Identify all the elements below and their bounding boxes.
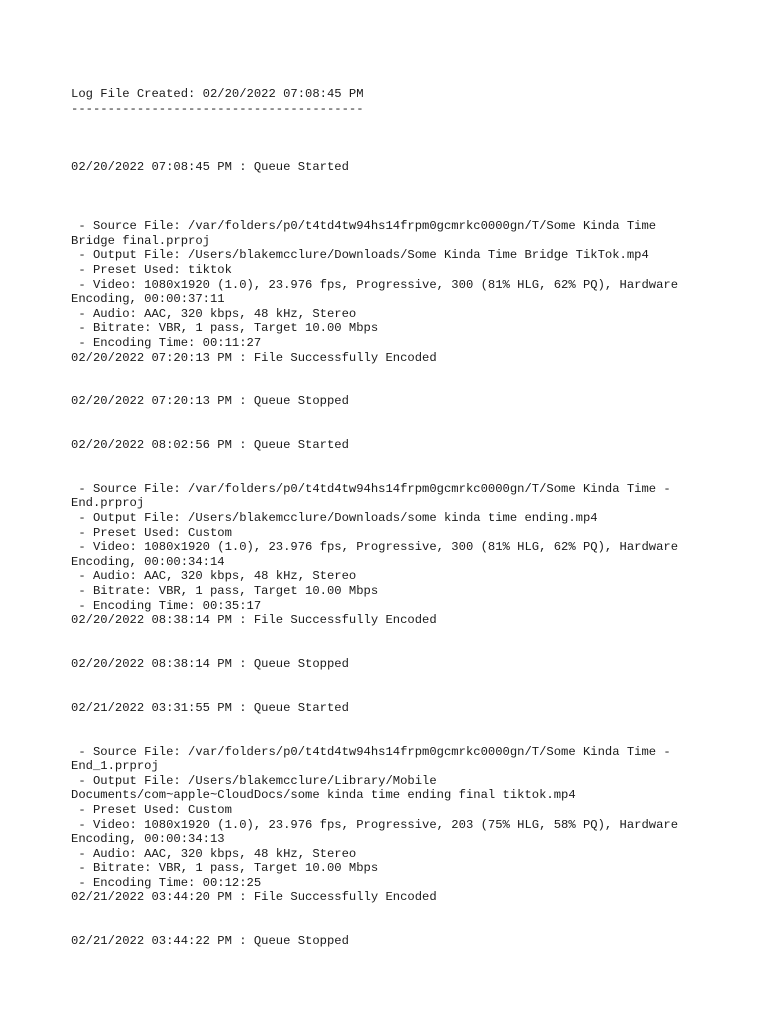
queue-started-line: 02/21/2022 03:31:55 PM : Queue Started (71, 700, 349, 715)
video-line: - Video: 1080x1920 (1.0), 23.976 fps, Progressive, 203 (75% HLG, 58% PQ), Hardware (71, 817, 679, 832)
separator-line: ---------------------------------------- (71, 101, 364, 116)
source-file-line-cont: End.prproj (71, 496, 145, 511)
bitrate-line: - Bitrate: VBR, 1 pass, Target 10.00 Mbps (71, 321, 379, 336)
preset-line: - Preset Used: Custom (71, 525, 232, 540)
source-file-line: - Source File: /var/folders/p0/t4td4tw94hs14frpm0gcmrkc0000gn/T/Some Kinda Time (71, 219, 657, 234)
file-encoded-line: 02/21/2022 03:44:20 PM : File Successfully Encoded (71, 890, 437, 905)
preset-line: - Preset Used: Custom (71, 802, 232, 817)
queue-started-line: 02/20/2022 07:08:45 PM : Queue Started (71, 160, 349, 175)
encoding-time-line: - Encoding Time: 00:11:27 (71, 335, 262, 350)
queue-job-2 (71, 438, 711, 672)
queue-started-line: 02/20/2022 08:02:56 PM : Queue Started (71, 438, 349, 453)
output-file-line: - Output File: /Users/blakemcclure/Library/Mobile (71, 773, 437, 788)
bitrate-line: - Bitrate: VBR, 1 pass, Target 10.00 Mbps (71, 861, 379, 876)
encoding-time-line: - Encoding Time: 00:35:17 (71, 598, 262, 613)
video-line-cont: Encoding, 00:00:34:13 (71, 832, 225, 847)
queue-job-1 (71, 160, 711, 409)
log-document (71, 87, 711, 949)
output-file-line: - Output File: /Users/blakemcclure/Downloads/some kinda time ending.mp4 (71, 511, 598, 526)
log-created-line: Log File Created: 02/20/2022 07:08:45 PM (71, 87, 364, 101)
source-file-line: - Source File: /var/folders/p0/t4td4tw94hs14frpm0gcmrkc0000gn/T/Some Kinda Time - (71, 481, 671, 496)
queue-stopped-line: 02/21/2022 03:44:22 PM : Queue Stopped (71, 934, 349, 949)
bitrate-line: - Bitrate: VBR, 1 pass, Target 10.00 Mbps (71, 584, 379, 598)
source-file-line: - Source File: /var/folders/p0/t4td4tw94hs14frpm0gcmrkc0000gn/T/Some Kinda Time - (71, 744, 671, 759)
queue-stopped-line: 02/20/2022 08:38:14 PM : Queue Stopped (71, 656, 349, 671)
video-line-cont: Encoding, 00:00:37:11 (71, 292, 225, 307)
video-line: - Video: 1080x1920 (1.0), 23.976 fps, Progressive, 300 (81% HLG, 62% PQ), Hardware (71, 277, 679, 292)
output-file-line-cont: Documents/com~apple~CloudDocs/some kinda time ending final tiktok.mp4 (71, 788, 576, 803)
file-encoded-line: 02/20/2022 08:38:14 PM : File Successfully Encoded (71, 613, 437, 628)
audio-line: - Audio: AAC, 320 kbps, 48 kHz, Stereo (71, 569, 357, 584)
audio-line: - Audio: AAC, 320 kbps, 48 kHz, Stereo (71, 306, 357, 321)
source-file-line-cont: End_1.prproj (71, 759, 159, 774)
video-line: - Video: 1080x1920 (1.0), 23.976 fps, Progressive, 300 (81% HLG, 62% PQ), Hardware (71, 540, 679, 555)
queue-stopped-line: 02/20/2022 07:20:13 PM : Queue Stopped (71, 394, 349, 409)
video-line-cont: Encoding, 00:00:34:14 (71, 554, 225, 569)
queue-job-3 (71, 701, 711, 949)
file-encoded-line: 02/20/2022 07:20:13 PM : File Successfully Encoded (71, 350, 437, 365)
audio-line: - Audio: AAC, 320 kbps, 48 kHz, Stereo (71, 846, 357, 861)
encoding-time-line: - Encoding Time: 00:12:25 (71, 875, 262, 890)
source-file-line-cont: Bridge final.prproj (71, 233, 210, 248)
output-file-line: - Output File: /Users/blakemcclure/Downloads/Some Kinda Time Bridge TikTok.mp4 (71, 248, 649, 263)
preset-line: - Preset Used: tiktok (71, 262, 232, 277)
